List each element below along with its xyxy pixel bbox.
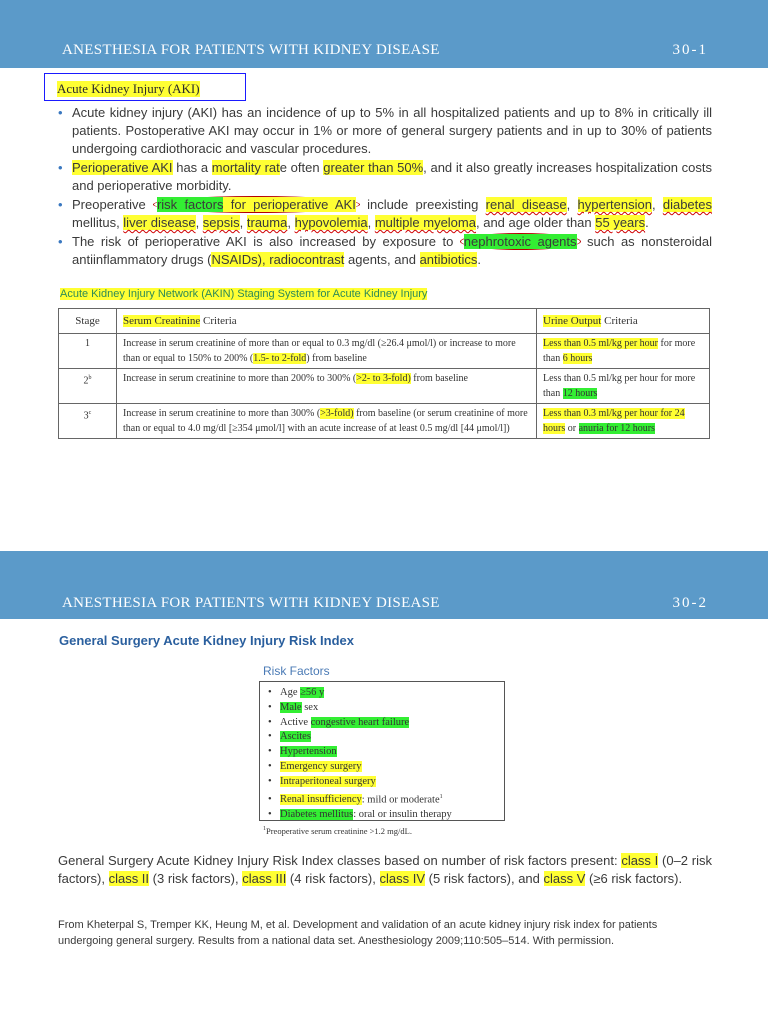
- cell-text: Increase in serum creatinine to more than 200% to 300% (: [123, 373, 357, 384]
- highlight-text: congestive heart failure: [310, 716, 410, 728]
- footnote-mark: c: [88, 410, 92, 416]
- header-text: Criteria: [601, 314, 638, 327]
- bullet-dot-icon: •: [268, 808, 272, 820]
- slide2-header: [0, 583, 768, 625]
- highlight-text: Serum Creatinine: [123, 314, 201, 327]
- bullet-dot-icon: •: [268, 760, 272, 772]
- highlight-text: Renal insufficiency: [280, 794, 362, 806]
- cell-text: or: [565, 423, 579, 434]
- slide1-page-number: 30-1: [672, 42, 708, 58]
- stage-cell: 1: [59, 334, 117, 369]
- cell-text: ) from baseline: [306, 353, 367, 364]
- bullet-text: ,: [239, 215, 247, 230]
- bullet-dot-icon: •: [58, 105, 63, 120]
- list-item: [268, 701, 504, 716]
- highlight-text: mortality rat: [211, 160, 280, 175]
- bullet-text: has a: [172, 160, 212, 175]
- item-text: : oral or insulin therapy: [353, 808, 452, 820]
- highlight-text: Urine Output: [543, 314, 602, 327]
- aki-bullet-list: [58, 104, 712, 270]
- item-text: Age: [280, 687, 301, 698]
- highlight-text: class III: [242, 871, 287, 886]
- slide1-header-title: ANESTHESIA FOR PATIENTS WITH KIDNEY DISEASE: [62, 42, 440, 58]
- highlight-text: trauma: [246, 215, 288, 230]
- cell-text: for more than: [543, 338, 696, 364]
- bullet-text: The risk of perioperative AKI is also increased by exposure to: [72, 234, 460, 249]
- table-header-row: [59, 309, 710, 334]
- list-item: [268, 790, 504, 808]
- list-item: [58, 159, 712, 195]
- urine-cell: [537, 369, 710, 404]
- aki-section-title: Acute Kidney Injury (AKI): [57, 81, 200, 96]
- akin-title-text: Acute Kidney Injury Network (AKIN) Staging System for Acute Kidney Injury: [60, 288, 428, 300]
- col-header-urine: [537, 309, 710, 334]
- bullet-dot-icon: •: [58, 197, 63, 212]
- slide2-header-title: ANESTHESIA FOR PATIENTS WITH KIDNEY DISEASE: [62, 595, 440, 611]
- urine-cell: [537, 404, 710, 439]
- risk-factors-box: [259, 681, 505, 821]
- risk-factors-footnote: [263, 826, 412, 836]
- item-text: Active: [280, 716, 311, 728]
- stage-cell: [59, 369, 117, 404]
- risk-index-title: General Surgery Acute Kidney Injury Risk Index: [59, 633, 355, 648]
- footnote-mark: 1: [439, 793, 443, 800]
- bullet-dot-icon: •: [268, 716, 272, 728]
- footnote-mark: 1: [263, 826, 266, 833]
- table-row: [59, 404, 710, 439]
- bullet-text: mellitus,: [72, 215, 124, 230]
- risk-class-paragraph: [58, 852, 712, 888]
- cell-text: from baseline (or serum creatinine of more than or equal to 4.0 mg/dl [≥354 μmol/l] with an acute increase of at least 0.5 mg/dl [44 μmol/l]): [123, 408, 528, 434]
- bullet-text: Preoperative: [72, 197, 153, 212]
- highlight-text: Ascites: [280, 731, 311, 743]
- footnote-text: Preoperative serum creatinine >1.2 mg/dL.: [266, 826, 412, 836]
- highlight-text: diabetes: [662, 197, 712, 212]
- list-item: [58, 104, 712, 158]
- bullet-text: ,: [367, 215, 375, 230]
- bullet-dot-icon: •: [268, 794, 272, 806]
- highlight-text: Emergency surgery: [280, 760, 362, 772]
- highlight-text: >2- to 3-fold): [356, 373, 411, 384]
- bullet-text: ,: [287, 215, 295, 230]
- paragraph-text: (0–2 risk factors),: [58, 853, 712, 886]
- list-item: [268, 745, 504, 760]
- highlight-text: 55 years: [595, 215, 646, 230]
- highlight-text: nephrotoxic agents: [463, 234, 577, 249]
- bullet-dot-icon: •: [58, 160, 63, 175]
- bullet-text: , and it also greatly increases hospitalization costs and perioperative morbidity.: [72, 160, 713, 193]
- highlight-text: Less than 0.5 ml/kg per hour: [543, 338, 658, 349]
- bullet-dot-icon: •: [268, 775, 272, 787]
- serum-cell: [117, 334, 537, 369]
- bullet-text: e often: [279, 160, 324, 175]
- highlight-text: Hypertension: [280, 746, 337, 758]
- akin-table-title: [60, 288, 427, 300]
- paragraph-text: (3 risk factors),: [149, 871, 243, 886]
- list-item: [268, 760, 504, 775]
- bullet-dot-icon: •: [268, 687, 272, 698]
- item-text: sex: [301, 701, 319, 713]
- col-header-serum: [117, 309, 537, 334]
- bullet-dot-icon: •: [58, 234, 63, 249]
- highlight-text: renal disease: [485, 197, 567, 212]
- cell-text: from baseline: [410, 373, 468, 384]
- urine-cell: [537, 334, 710, 369]
- highlight-text: Perioperative AKI: [72, 160, 173, 175]
- highlight-text: for perioperative AKI: [223, 197, 356, 212]
- bullet-text: ,: [195, 215, 203, 230]
- highlight-text: liver disease: [123, 215, 196, 230]
- stage-cell: [59, 404, 117, 439]
- highlight-text: class V: [543, 871, 586, 886]
- highlight-text: Diabetes mellitus: [280, 808, 354, 820]
- bullet-dot-icon: •: [268, 746, 272, 758]
- highlight-text: ≥56 y: [300, 687, 325, 698]
- bullet-text: .: [645, 215, 649, 230]
- citation: From Kheterpal S, Tremper KK, Heung M, et al. Development and validation of an acute kidney injury risk index for patients undergoing general surgery. Results from a national data set. Anesthesiology 2009;110:505–514. With permission.: [58, 919, 658, 947]
- item-text: : mild or moderate: [361, 794, 440, 806]
- list-item: [268, 730, 504, 745]
- aki-section-title-box: [44, 73, 246, 101]
- serum-cell: [117, 369, 537, 404]
- bullet-text: .: [477, 252, 481, 267]
- stage-number: 2: [83, 375, 89, 387]
- cell-text: Increase in serum creatinine of more than or equal to 0.3 mg/dl (≥26.4 μmol/l) or increase to more than or equal to 150% to 200% (: [123, 338, 516, 364]
- highlight-text: class IV: [379, 871, 426, 886]
- highlight-text: class II: [108, 871, 150, 886]
- col-header-stage: Stage: [59, 309, 117, 334]
- risk-factors-title: Risk Factors: [263, 664, 330, 678]
- highlight-text: greater than 50%: [323, 160, 424, 175]
- bullet-dot-icon: •: [268, 701, 272, 713]
- bullet-text: agents, and: [344, 252, 420, 267]
- highlight-text: hypovolemia: [294, 215, 368, 230]
- cell-text: Increase in serum creatinine to more than 300% (: [123, 408, 321, 419]
- table-row: [59, 369, 710, 404]
- highlight-text: Intraperitoneal surgery: [280, 775, 376, 787]
- bullet-text: ,: [566, 197, 578, 212]
- highlight-text: class I: [621, 853, 659, 868]
- list-item: [268, 686, 504, 701]
- paragraph-text: (≥6 risk factors).: [585, 871, 683, 886]
- bullet-dot-icon: •: [268, 731, 272, 743]
- highlight-text: 12 hours: [562, 388, 598, 399]
- risk-factor-list: [260, 682, 504, 823]
- akin-staging-table: [58, 308, 710, 439]
- paragraph-text: General Surgery Acute Kidney Injury Risk Index classes based on number of risk factors present:: [58, 853, 622, 868]
- footnote-mark: b: [88, 375, 92, 381]
- highlight-text: NSAIDs), radiocontrast: [211, 252, 345, 267]
- cell-text: Less than 0.5 ml/kg per hour for more than: [543, 373, 696, 399]
- highlight-text: 1.5- to 2-fold: [253, 353, 307, 364]
- list-item: [268, 775, 504, 790]
- list-item: [268, 716, 504, 731]
- highlight-text: risk factors: [156, 197, 224, 212]
- list-item: [268, 808, 504, 823]
- highlight-text: 6 hours: [562, 353, 593, 364]
- bullet-text: include preexisting: [359, 197, 486, 212]
- highlight-text: Less than 0.3 ml/kg per hour for 24 hours: [543, 408, 685, 434]
- bullet-text: such as nonsteroidal antiinflammatory drugs (: [72, 234, 712, 267]
- serum-cell: [117, 404, 537, 439]
- paragraph-text: (5 risk factors), and: [425, 871, 544, 886]
- stage-number: 3: [83, 410, 89, 422]
- highlight-text: anuria for 12 hours: [578, 423, 655, 434]
- header-text: Criteria: [200, 314, 237, 327]
- slide1-header: [0, 30, 768, 72]
- bullet-text: Acute kidney injury (AKI) has an incidence of up to 5% in all hospitalized patients and up to 8% in critically ill patients. Postoperative AKI may occur in 1% or more of general surgery patients and in up to 30% of patients undergoing cardiothoracic and vascular procedures.: [72, 105, 712, 156]
- highlight-text: multiple myeloma: [374, 215, 476, 230]
- paragraph-text: (4 risk factors),: [286, 871, 380, 886]
- highlight-text: hypertension: [577, 197, 652, 212]
- list-item: [58, 196, 712, 232]
- table-row: [59, 334, 710, 369]
- list-item: [58, 233, 712, 269]
- slide2-page-number: 30-2: [672, 595, 708, 611]
- highlight-text: sepsis: [202, 215, 240, 230]
- bullet-text: , and age older than: [475, 215, 596, 230]
- bullet-text: ,: [651, 197, 663, 212]
- highlight-text: Male: [280, 701, 302, 713]
- highlight-text: >3-fold): [320, 408, 354, 419]
- highlight-text: antibiotics: [419, 252, 478, 267]
